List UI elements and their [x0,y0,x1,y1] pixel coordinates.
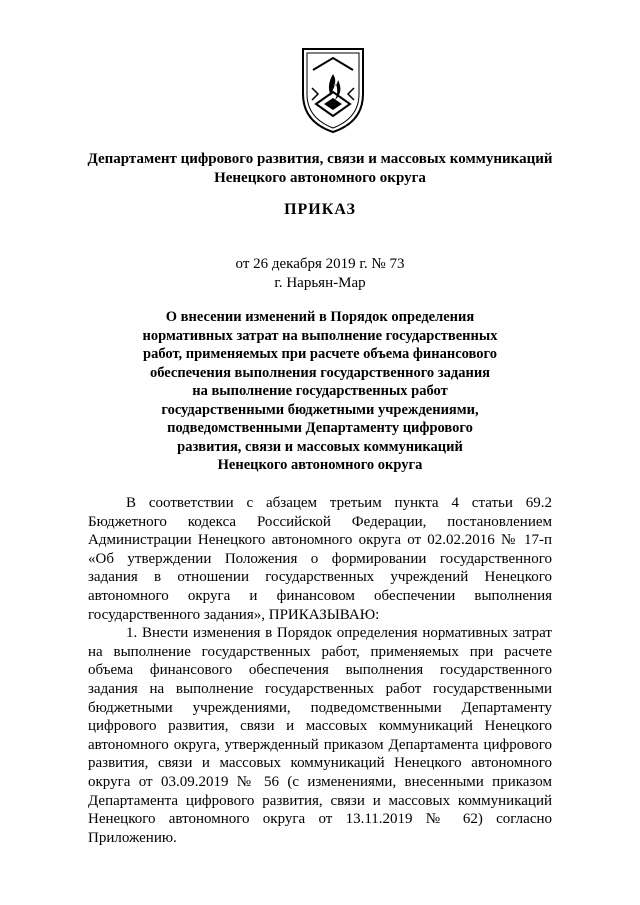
subject-line: работ, применяемых при расчете объема финансового [143,346,497,362]
order-body [88,494,552,847]
subject-line: подведомственными Департаменту цифрового [167,420,473,436]
order-meta [60,255,580,293]
subject-line: государственными бюджетными учреждениями, [161,401,479,418]
clause-1-paragraph: 1. Внести изменения в Порядок определения нормативных затрат на выполнение государственных работ, применяемых при расчете объема финансового обеспечения выполнения государственного задания на выполнение государственных работ государственными бюджетными учреждениями, подведомственными Департаменту цифрового развития, связи и массовых коммуникаций Ненецкого автономного округа, утвержденный приказом Департамента цифрового развития, связи и массовых коммуникаций Ненецкого автономного округа от 03.09.2019 № 56 (с изменениями, внесенными приказом Департамента цифрового развития, связи и массовых коммуникаций Ненецкого автономного округа от 13.11.2019 № 62) согласно Приложению. [88,625,552,846]
department-name [60,150,580,188]
subject-line: нормативных затрат на выполнение государственных [142,327,498,344]
order-place: г. Нарьян-Мар [274,275,366,291]
department-line: Ненецкого автономного округа [214,170,426,186]
coat-of-arms-emblem [298,44,368,134]
order-subject [60,308,580,475]
subject-line: на выполнение государственных работ [192,383,448,399]
subject-line: О внесении изменений в Порядок определения [165,309,475,325]
order-date-number: от 26 декабря 2019 г. № 73 [235,256,405,272]
preamble-paragraph: В соответствии с абзацем третьим пункта 4 статьи 69.2 Бюджетного кодекса Российской Федерации, постановлением Администрации Ненецкого автономного округа от 02.02.2016 № 17-п «Об утверждении Положения о формировании государственного задания в отношении государственных учреждений Ненецкого автономного округа и финансовом обеспечении выполнения государственного задания», ПРИКАЗЫВАЮ: [88,495,552,623]
subject-line: обеспечения выполнения государственного задания [149,364,491,381]
order-title: ПРИКАЗ [284,201,356,218]
department-line: Департамент цифрового развития, связи и массовых коммуникаций [87,151,553,167]
subject-line: Ненецкого автономного округа [217,457,423,473]
subject-line: развития, связи и массовых коммуникаций [177,438,463,455]
